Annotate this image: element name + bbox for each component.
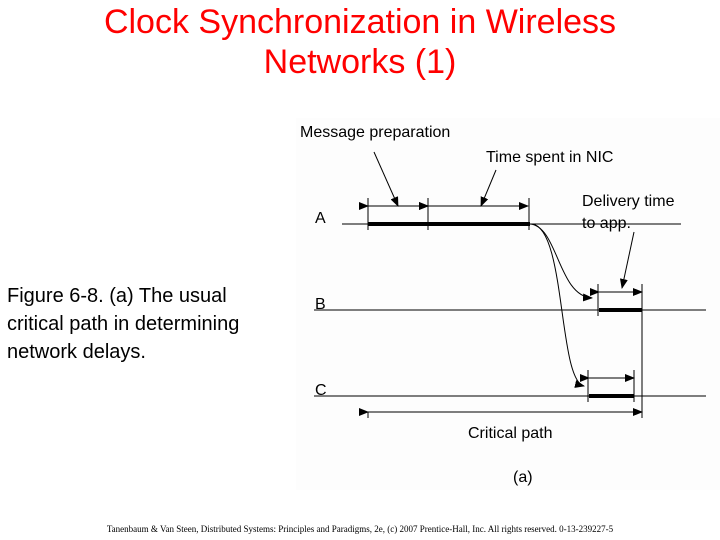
slide-title [0,2,720,82]
critical-path-label: Critical path [468,425,553,442]
delivery-time-label-line-2: to app. [582,215,631,232]
caption-line-3: network delays. [7,341,146,363]
title-line-1: Clock Synchronization in Wireless [103,3,617,41]
critical-path-diagram [296,118,720,490]
figure-caption [7,282,297,366]
title-line-2: Networks (1) [263,43,457,81]
caption-line-1: Figure 6-8. (a) The usual [7,285,227,307]
message-preparation-label: Message preparation [300,124,451,141]
node-b-label: B [315,296,326,313]
caption-line-2: critical path in determining [7,313,240,335]
delivery-time-label-line-1: Delivery time [582,193,675,210]
copyright-footer: Tanenbaum & Van Steen, Distributed Systems: Principles and Paradigms, 2e, (c) 2007 Prentice-Hall, Inc. All rights reserved. 0-13-239227-5 [106,524,614,534]
node-c-label: C [315,382,327,399]
figure-sublabel: (a) [513,469,533,486]
time-in-nic-label: Time spent in NIC [486,149,614,166]
node-a-label: A [315,210,326,227]
critical-path-figure [296,118,720,490]
